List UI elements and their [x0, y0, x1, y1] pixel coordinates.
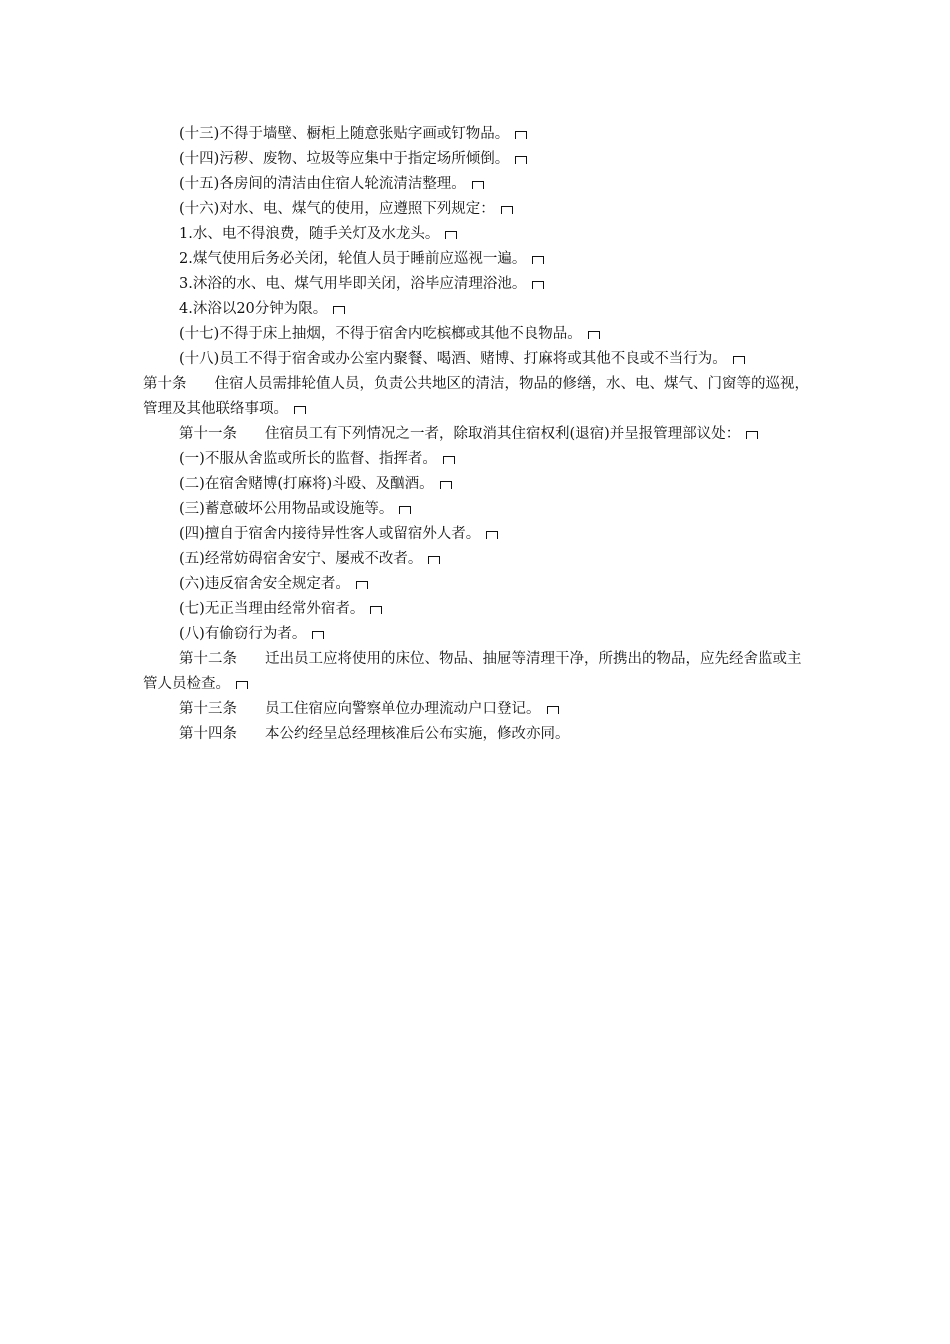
- paragraph-mark-icon: [733, 356, 745, 364]
- paragraph-mark-icon: [515, 131, 527, 139]
- sub-item-4-text: 4.沐浴以20分钟为限。: [179, 301, 328, 317]
- article-13-label: 第十三条: [179, 701, 237, 717]
- violation-item-4: [143, 522, 811, 547]
- rule-item-14: [143, 147, 811, 172]
- rule-item-18-text: (十八)员工不得于宿舍或办公室内聚餐、喝酒、赌博、打麻将或其他不良或不当行为。: [179, 351, 727, 367]
- sub-item-2-text: 2.煤气使用后务必关闭，轮值人员于睡前应巡视一遍。: [179, 251, 527, 267]
- document-body: [143, 122, 811, 747]
- paragraph-mark-icon: [532, 281, 544, 289]
- violation-item-2-text: (二)在宿舍赌博(打麻将)斗殴、及酗酒。: [179, 476, 434, 492]
- violation-item-4-text: (四)擅自于宿舍内接待异性客人或留宿外人者。: [179, 526, 481, 542]
- paragraph-mark-icon: [515, 156, 527, 164]
- article-10-label: 第十条: [143, 376, 187, 392]
- article-14-text: 本公约经呈总经理核准后公布实施，修改亦同。: [265, 726, 570, 742]
- rule-item-17: [143, 322, 811, 347]
- article-13-text: 员工住宿应向警察单位办理流动户口登记。: [265, 701, 541, 717]
- article-12: [143, 647, 811, 697]
- rule-item-13: [143, 122, 811, 147]
- paragraph-mark-icon: [440, 481, 452, 489]
- paragraph-mark-icon: [236, 681, 248, 689]
- rule-item-17-text: (十七)不得于床上抽烟，不得于宿舍内吃槟榔或其他不良物品。: [179, 326, 582, 342]
- paragraph-mark-icon: [428, 556, 440, 564]
- article-12-text: 迁出员工应将使用的床位、物品、抽屉等清理干净，所携出的物品，应先经舍监或主管人员检查。: [143, 651, 802, 692]
- paragraph-mark-icon: [588, 331, 600, 339]
- paragraph-mark-icon: [370, 606, 382, 614]
- paragraph-mark-icon: [532, 256, 544, 264]
- article-11-text: 住宿员工有下列情况之一者，除取消其住宿权利(退宿)并呈报管理部议处：: [265, 426, 741, 442]
- paragraph-mark-icon: [312, 631, 324, 639]
- sub-item-1: [143, 222, 811, 247]
- sub-item-2: [143, 247, 811, 272]
- rule-item-18: [143, 347, 811, 372]
- violation-item-5-text: (五)经常妨碍宿舍安宁、屡戒不改者。: [179, 551, 423, 567]
- article-11: [143, 422, 811, 447]
- violation-item-5: [143, 547, 811, 572]
- violation-item-2: [143, 472, 811, 497]
- paragraph-mark-icon: [746, 431, 758, 439]
- paragraph-mark-icon: [547, 706, 559, 714]
- paragraph-mark-icon: [501, 206, 513, 214]
- article-12-label: 第十二条: [179, 651, 237, 667]
- violation-item-6-text: (六)违反宿舍安全规定者。: [179, 576, 350, 592]
- article-11-label: 第十一条: [179, 426, 237, 442]
- violation-item-3-text: (三)蓄意破坏公用物品或设施等。: [179, 501, 394, 517]
- sub-item-4: [143, 297, 811, 322]
- paragraph-mark-icon: [443, 456, 455, 464]
- rule-item-14-text: (十四)污秽、废物、垃圾等应集中于指定场所倾倒。: [179, 151, 510, 167]
- article-14: [143, 722, 811, 747]
- article-10: [143, 372, 811, 422]
- rule-item-13-text: (十三)不得于墙壁、橱柜上随意张贴字画或钉物品。: [179, 126, 510, 142]
- article-14-label: 第十四条: [179, 726, 237, 742]
- paragraph-mark-icon: [333, 306, 345, 314]
- rule-item-15-text: (十五)各房间的清洁由住宿人轮流清洁整理。: [179, 176, 466, 192]
- paragraph-mark-icon: [472, 181, 484, 189]
- sub-item-1-text: 1.水、电不得浪费，随手关灯及水龙头。: [179, 226, 440, 242]
- violation-item-1-text: (一)不服从舍监或所长的监督、指挥者。: [179, 451, 437, 467]
- paragraph-mark-icon: [486, 531, 498, 539]
- paragraph-mark-icon: [356, 581, 368, 589]
- paragraph-mark-icon: [445, 231, 457, 239]
- violation-item-6: [143, 572, 811, 597]
- paragraph-mark-icon: [294, 406, 306, 414]
- paragraph-mark-icon: [399, 506, 411, 514]
- violation-item-7: [143, 597, 811, 622]
- sub-item-3-text: 3.沐浴的水、电、煤气用毕即关闭，浴毕应清理浴池。: [179, 276, 527, 292]
- violation-item-1: [143, 447, 811, 472]
- violation-item-7-text: (七)无正当理由经常外宿者。: [179, 601, 365, 617]
- rule-item-16-text: (十六)对水、电、煤气的使用，应遵照下列规定：: [179, 201, 495, 217]
- violation-item-3: [143, 497, 811, 522]
- violation-item-8-text: (八)有偷窃行为者。: [179, 626, 307, 642]
- rule-item-15: [143, 172, 811, 197]
- article-13: [143, 697, 811, 722]
- rule-item-16: [143, 197, 811, 222]
- violation-item-8: [143, 622, 811, 647]
- article-10-text: 住宿人员需排轮值人员，负责公共地区的清洁，物品的修缮，水、电、煤气、门窗等的巡视，管理及其他联络事项。: [143, 376, 809, 417]
- sub-item-3: [143, 272, 811, 297]
